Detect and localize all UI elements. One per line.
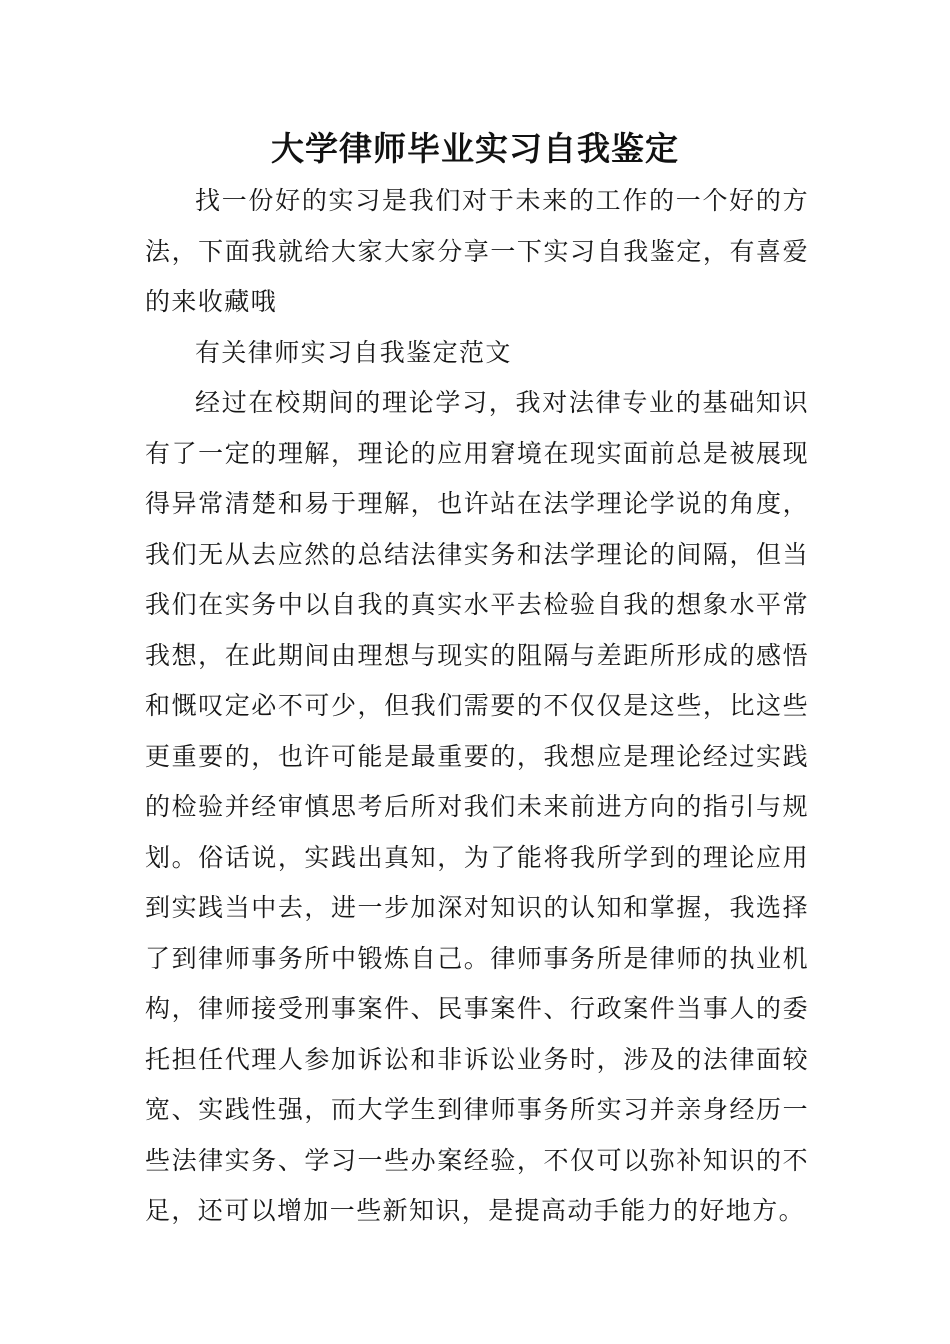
body-paragraph: 经过在校期间的理论学习，我对法律专业的基础知识有了一定的理解，理论的应用窘境在现实面前总是被展现得异常清楚和易于理解，也许站在法学理论学说的角度，我们无从去应然的总结法律实务和法学理论的间隔，但当我们在实务中以自我的真实水平去检验自我的想象水平常我想，在此期间由理想与现实的阻隔与差距所形成的感悟和慨叹定必不可少，但我们需要的不仅仅是这些，比这些更重要的，也许可能是最重要的，我想应是理论经过实践的检验并经审慎思考后所对我们未来前进方向的指引与规划。俗话说，实践出真知，为了能将我所学到的理论应用到实践当中去，进一步加深对知识的认知和掌握，我选择了到律师事务所中锻炼自己。律师事务所是律师的执业机构，律师接受刑事案件、民事案件、行政案件当事人的委托担任代理人参加诉讼和非诉讼业务时，涉及的法律面较宽、实践性强，而大学生到律师事务所实习并亲身经历一些法律实务、学习一些办案经验，不仅可以弥补知识的不足，还可以增加一些新知识，是提高动手能力的好地方。: [145, 388, 809, 1225]
intro-paragraph: 找一份好的实习是我们对于未来的工作的一个好的方法，下面我就给大家大家分享一下实习自我鉴定，有喜爱的来收藏哦: [145, 186, 809, 316]
document-body: [145, 176, 809, 1237]
document-title: 大学律师毕业实习自我鉴定: [271, 129, 679, 168]
section-heading: 有关律师实习自我鉴定范文: [195, 337, 512, 367]
